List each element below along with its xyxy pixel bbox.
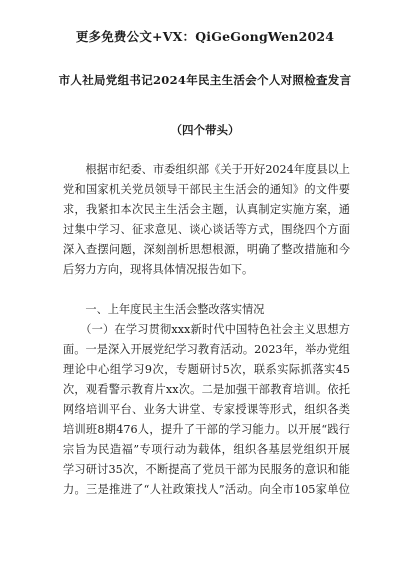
paragraph-line: 网络培训平台、业务大讲堂、专家授课等形式，组织各类 (63, 403, 350, 416)
paragraph-line: （一）在学习贯彻xxx新时代中国特色社会主义思想方 (63, 323, 350, 336)
paragraph-line: 面。一是深入开展党纪学习教育活动。2023年，举办党组 (63, 343, 350, 356)
paragraph-line: 求，我紧扣本次民主生活会主题，认真制定实施方案，通 (63, 203, 350, 216)
section-heading-line: 一、上年度民主生活会整改落实情况 (63, 303, 265, 316)
header-note: 更多免费公文+VX：QiGeGongWen2024 (75, 29, 335, 44)
paragraph-line: 力。三是推进了“人社政策找人”活动。向全市105家单位 (63, 483, 350, 496)
paragraph-line: 深入查摆问题，深刻剖析思想根源，明确了整改措施和今 (63, 243, 350, 256)
paragraph-line: 理论中心组学习9次，专题研讨5次，联系实际抓落实45 (63, 363, 350, 376)
paragraph-line: 根据市纪委、市委组织部《关于开好2024年度县以上 (63, 163, 350, 176)
section-heading (63, 300, 350, 320)
paragraph-line: 学习研讨35次，不断提高了党员干部为民服务的意识和能 (63, 463, 350, 476)
paragraph-line: 后努力方向，现将具体情况报告如下。 (63, 263, 254, 276)
paragraph-intro (63, 160, 350, 280)
paragraph-line: 次，观看警示教育片xx次。二是加强干部教育培训。依托 (63, 383, 350, 396)
paragraph-line: 党和国家机关党员领导干部民主生活会的通知》的文件要 (63, 183, 350, 196)
document-title: 市人社局党组书记2024年民主生活会个人对照检查发言 (58, 73, 352, 87)
paragraph-study (63, 320, 350, 500)
document-subtitle: （四个带头） (170, 123, 240, 137)
paragraph-line: 宗旨为民造福”专项行动为载体，组织各基层党组织开展 (63, 443, 350, 456)
paragraph-line: 培训班8期476人，提升了干部的学习能力。以开展“践行 (63, 423, 350, 436)
paragraph-line: 过集中学习、征求意见、谈心谈话等方式，围绕四个方面 (63, 223, 350, 236)
